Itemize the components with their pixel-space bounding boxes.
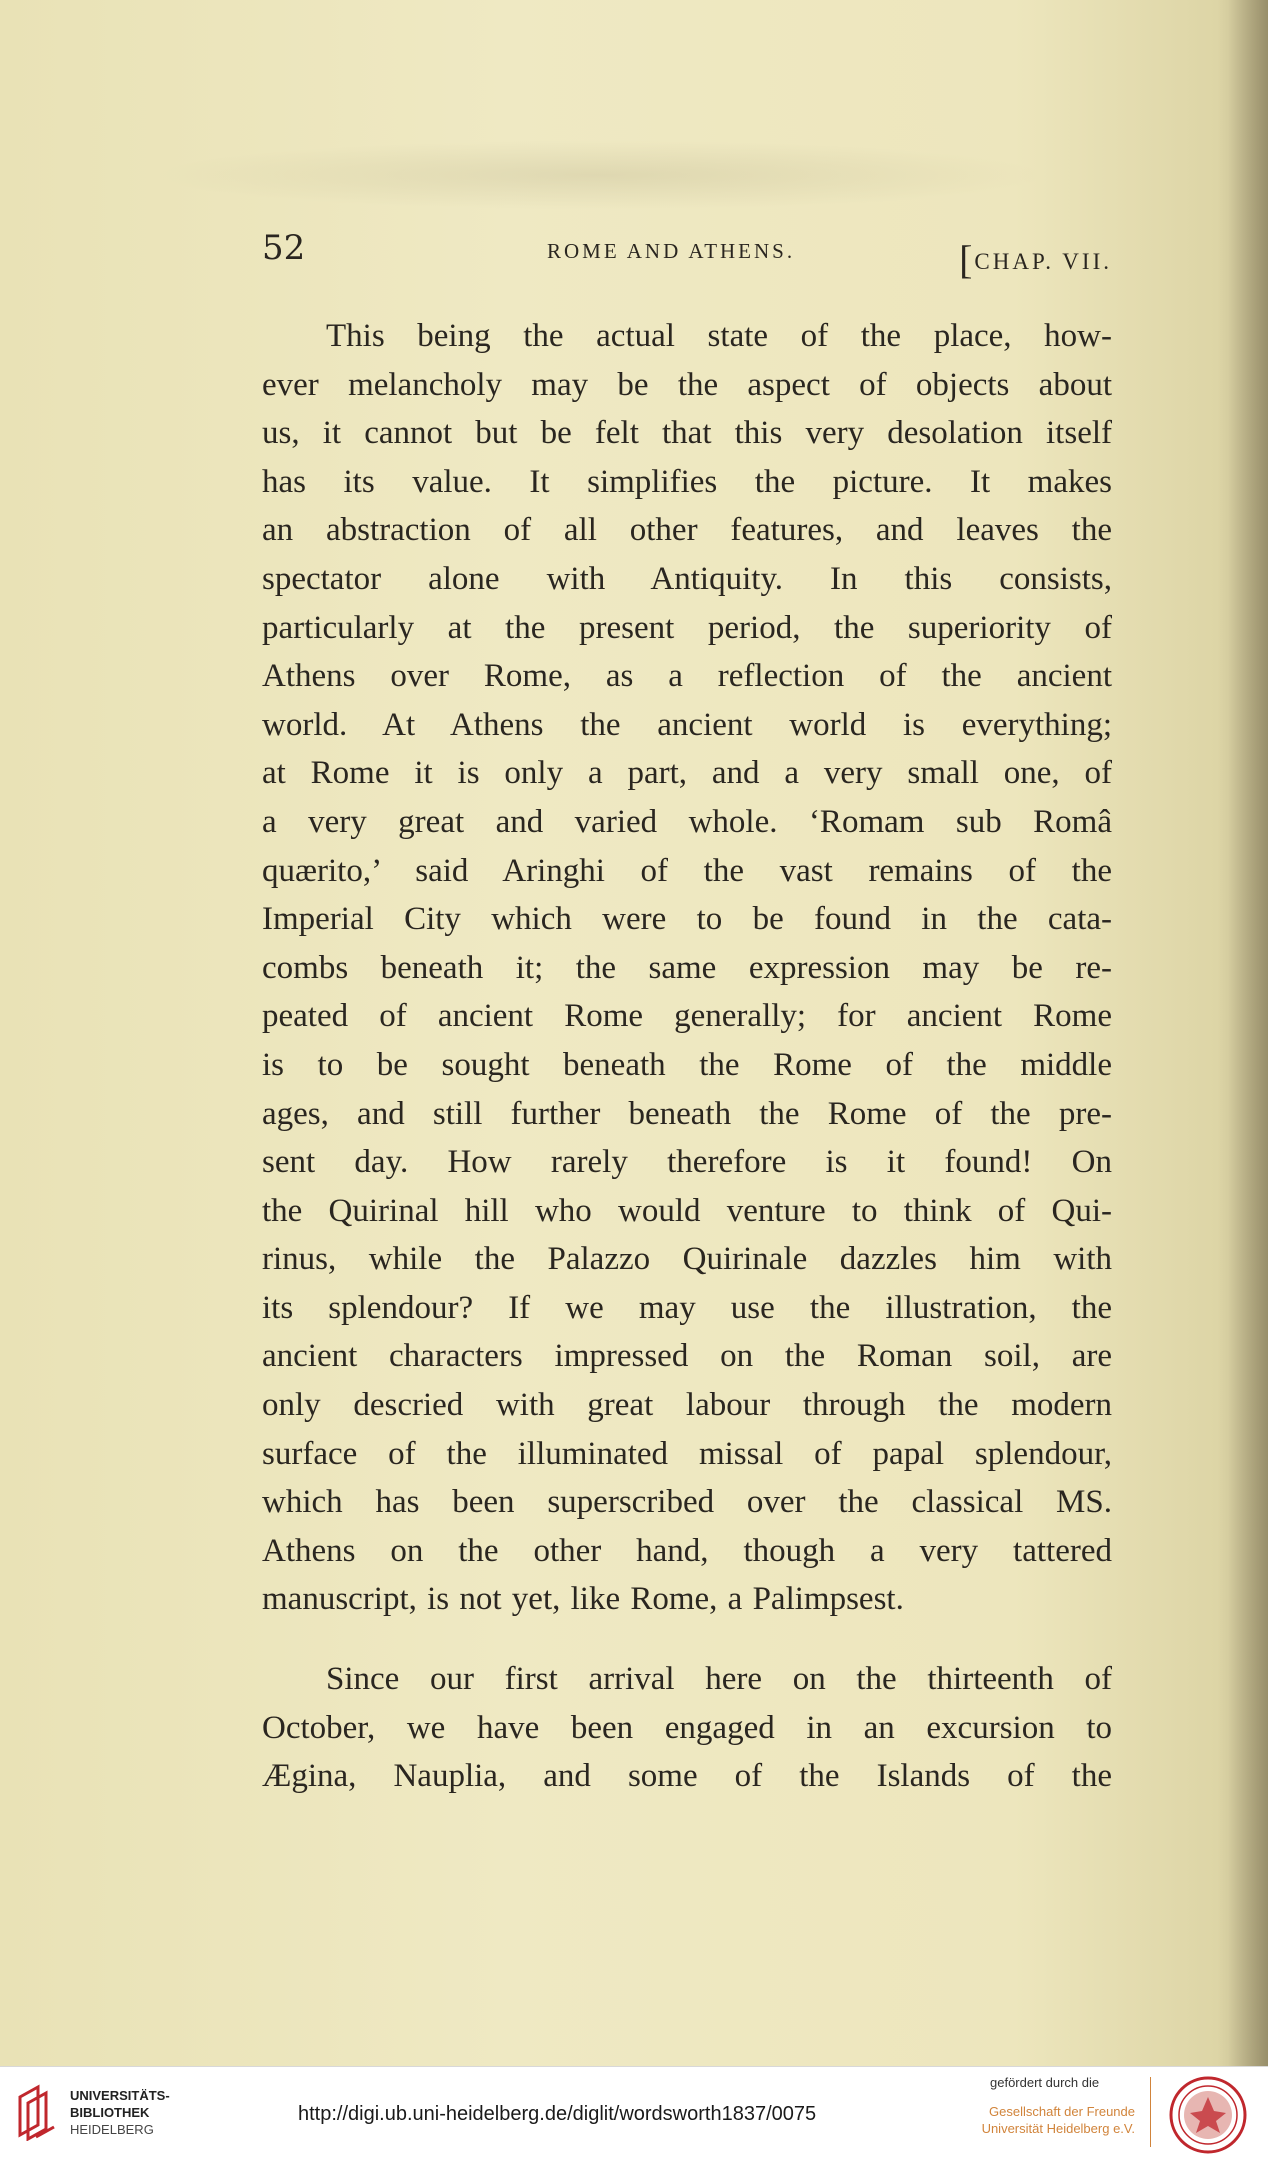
page-edge-shadow [1228, 0, 1268, 2066]
society-name-line2: Universität Heidelberg e.V. [981, 2121, 1135, 2136]
text-line: surface of the illuminated missal of papal splendour, [262, 1435, 1112, 1472]
text-line: rinus, while the Palazzo Quirinale dazzles him with [262, 1241, 1112, 1278]
text-line: October, we have been engaged in an excursion to [262, 1709, 1112, 1746]
chapter-mark [959, 232, 1112, 282]
text-line: us, it cannot but be felt that this very desolation itself [262, 415, 1112, 452]
text-line: Since our first arrival here on the thirteenth of [326, 1661, 1112, 1697]
running-head [262, 228, 1112, 280]
permalink-url[interactable]: http://digi.ub.uni-heidelberg.de/diglit/wordsworth1837/0075 [298, 2103, 817, 2125]
footer-bar [0, 2066, 1268, 2157]
funded-by-label: gefördert durch die [990, 2075, 1100, 2090]
text-line: Athens on the other hand, though a very tattered [262, 1532, 1112, 1569]
text-line: ages, and still further beneath the Rome of the pre- [262, 1095, 1112, 1132]
university-library-logo-icon [14, 2083, 60, 2141]
page-smudge [150, 140, 1050, 210]
text-line: particularly at the present period, the superiority of [262, 609, 1112, 646]
text-line: the Quirinal hill who would venture to think of Qui- [262, 1192, 1112, 1229]
paragraph-2 [262, 1655, 1112, 1801]
university-seal-icon [1168, 2075, 1248, 2155]
text-line: an abstraction of all other features, and leaves the [262, 512, 1112, 549]
chapter-label: CHAP. VII. [974, 249, 1112, 274]
text-line: combs beneath it; the same expression may be re- [262, 949, 1112, 986]
page-number: 52 [262, 228, 306, 268]
text-line: This being the actual state of the place, how- [326, 318, 1112, 354]
paragraph-1 [262, 312, 1112, 1624]
library-name-line2: BIBLIOTHEK [70, 2105, 150, 2120]
chapter-bracket: [ [959, 237, 973, 282]
text-line: ever melancholy may be the aspect of objects about [262, 366, 1112, 403]
society-name-line1: Gesellschaft der Freunde [989, 2104, 1135, 2119]
text-line: only descried with great labour through the modern [262, 1387, 1112, 1424]
society-name [980, 2103, 1135, 2137]
text-line: which has been superscribed over the classical MS. [262, 1484, 1112, 1521]
text-line: Athens over Rome, as a reflection of the ancient [262, 658, 1112, 695]
text-line: its splendour? If we may use the illustration, the [262, 1289, 1112, 1326]
text-line: manuscript, is not yet, like Rome, a Palimpsest. [262, 1581, 904, 1618]
text-line: quærito,’ said Aringhi of the vast remains of the [262, 852, 1112, 889]
text-line: spectator alone with Antiquity. In this consists, [262, 560, 1112, 597]
text-line: at Rome it is only a part, and a very small one, of [262, 755, 1112, 792]
text-line: has its value. It simplifies the picture. It makes [262, 463, 1112, 500]
text-line: Imperial City which were to be found in the cata- [262, 901, 1112, 938]
library-name-line3: HEIDELBERG [70, 2122, 154, 2137]
text-line: is to be sought beneath the Rome of the middle [262, 1046, 1112, 1083]
library-name [70, 2087, 170, 2138]
running-title: ROME AND ATHENS. [547, 239, 796, 263]
text-line: ancient characters impressed on the Roman soil, are [262, 1338, 1112, 1375]
text-line: sent day. How rarely therefore is it found! On [262, 1144, 1112, 1181]
footer-divider [1150, 2077, 1151, 2147]
text-line: world. At Athens the ancient world is everything; [262, 706, 1112, 743]
text-line: peated of ancient Rome generally; for ancient Rome [262, 998, 1112, 1035]
text-line: Ægina, Nauplia, and some of the Islands of the [262, 1758, 1112, 1795]
text-line: a very great and varied whole. ‘Romam sub Româ [262, 803, 1112, 840]
library-name-line1: UNIVERSITÄTS- [70, 2088, 170, 2103]
